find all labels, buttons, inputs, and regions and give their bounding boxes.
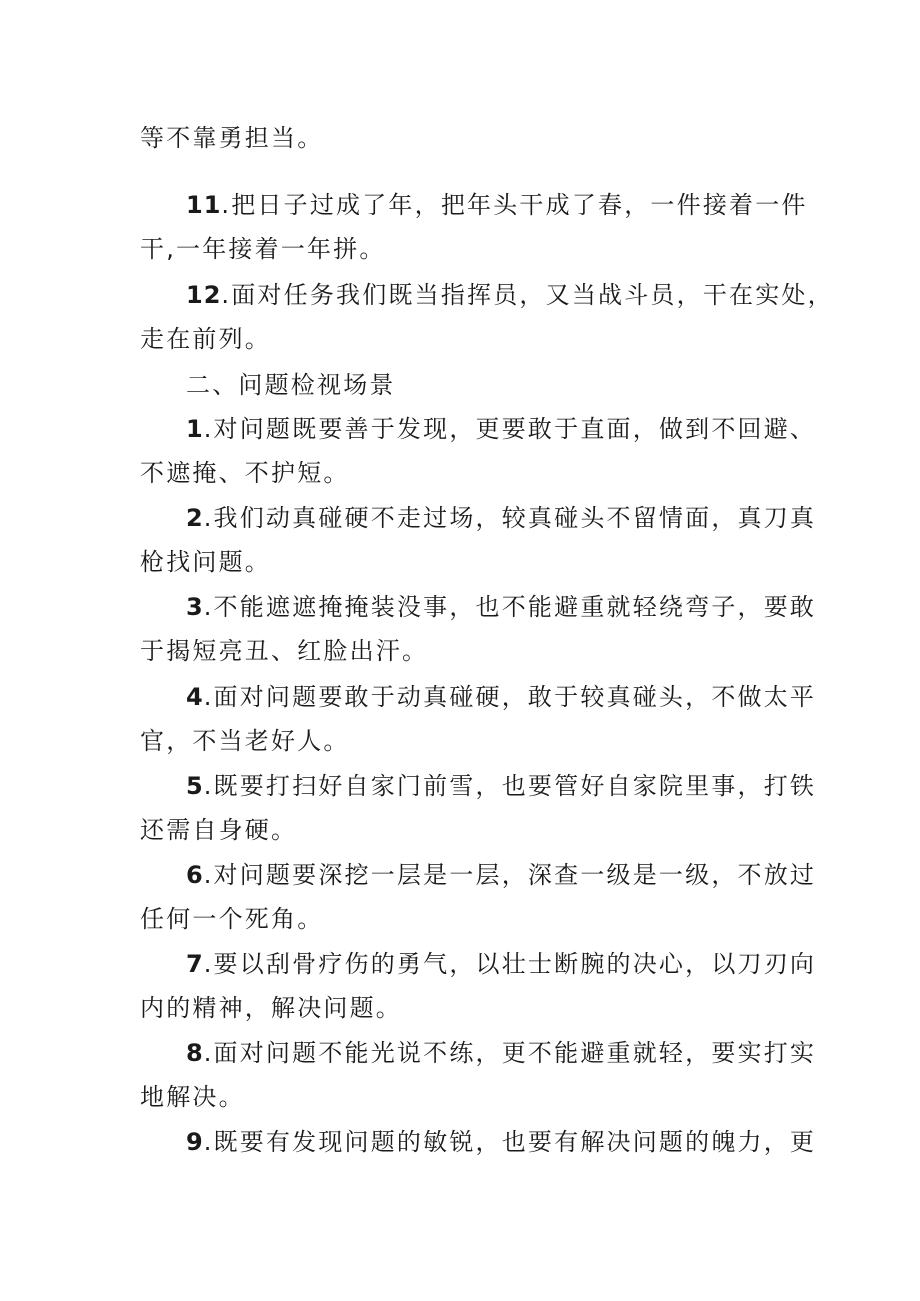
list-item-8-line2: 地解决。	[140, 1083, 245, 1111]
item-text: .既要打扫好自家门前雪，也要管好自家院里事，打铁	[203, 772, 817, 800]
item-number: 11	[186, 191, 222, 219]
item-number: 12	[186, 281, 222, 309]
item-text: .既要有发现问题的敏锐，也要有解决问题的魄力，更	[203, 1128, 817, 1156]
list-item-8-line1	[186, 1038, 817, 1068]
item-number: 8	[186, 1039, 204, 1067]
item-text: .我们动真碰硬不走过场，较真碰头不留情面，真刀真	[203, 504, 817, 532]
list-item-12-line1	[186, 280, 834, 310]
item-text: .把日子过成了年，把年头干成了春，一件接着一件	[221, 191, 808, 219]
list-item-7-line2: 内的精神，解决问题。	[140, 994, 402, 1022]
list-item-11-line1	[186, 190, 808, 220]
item-text: .对问题既要善于发现，更要敢于直面，做到不回避、	[203, 415, 817, 443]
list-item-11-line2: 干,一年接着一年拼。	[140, 235, 386, 263]
item-number: 9	[186, 1128, 204, 1156]
list-item-1-line1	[186, 414, 817, 444]
paragraph-tail: 等不靠勇担当。	[140, 124, 324, 152]
item-number: 1	[186, 415, 204, 443]
list-item-2-line1	[186, 503, 817, 533]
list-item-1-line2: 不遮掩、不护短。	[140, 459, 350, 487]
list-item-7-line1	[186, 949, 817, 979]
item-number: 7	[186, 950, 204, 978]
list-item-3-line1	[186, 592, 817, 622]
item-number: 5	[186, 772, 204, 800]
list-item-4-line2: 官，不当老好人。	[140, 727, 350, 755]
list-item-5-line2: 还需自身硬。	[140, 816, 298, 844]
list-item-12-line2: 走在前列。	[140, 325, 271, 353]
section-heading: 二、问题检视场景	[186, 371, 396, 399]
list-item-5-line1	[186, 771, 817, 801]
item-text: .不能遮遮掩掩装没事，也不能避重就轻绕弯子，要敢	[203, 593, 817, 621]
item-number: 6	[186, 861, 204, 889]
item-text: .面对问题要敢于动真碰硬，敢于较真碰头，不做太平	[203, 683, 817, 711]
list-item-3-line2: 于揭短亮丑、红脸出汗。	[140, 637, 429, 665]
list-item-4-line1	[186, 682, 817, 712]
item-text: .要以刮骨疗伤的勇气，以壮士断腕的决心，以刀刃向	[203, 950, 817, 978]
item-text: .面对问题不能光说不练，更不能避重就轻，要实打实	[203, 1039, 817, 1067]
item-text: .面对任务我们既当指挥员，又当战斗员，干在实处，	[221, 281, 834, 309]
list-item-6-line2: 任何一个死角。	[140, 905, 324, 933]
list-item-9-line1	[186, 1127, 817, 1157]
item-number: 2	[186, 504, 204, 532]
item-number: 4	[186, 683, 204, 711]
item-text: .对问题要深挖一层是一层，深查一级是一级，不放过	[203, 861, 817, 889]
list-item-6-line1	[186, 860, 817, 890]
list-item-2-line2: 枪找问题。	[140, 548, 271, 576]
item-number: 3	[186, 593, 204, 621]
